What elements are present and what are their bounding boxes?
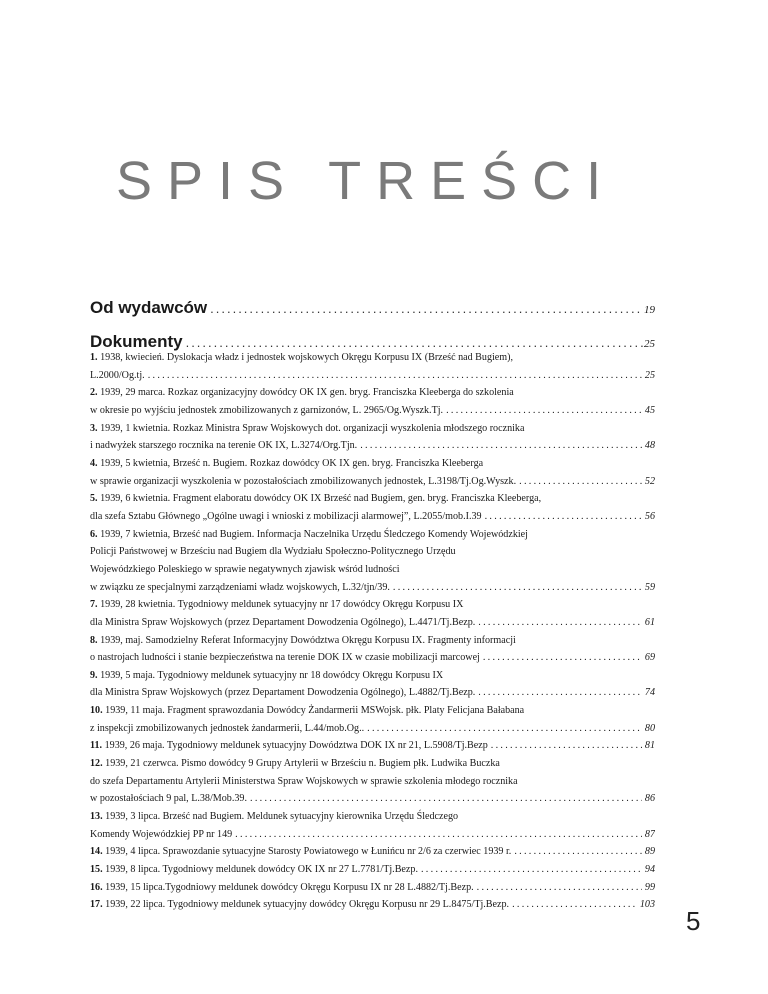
entry-text: i nadwyżek starszego rocznika na terenie OK IX, L.3274/Org.Tjn. (90, 440, 358, 452)
section-label: Dokumenty (90, 332, 183, 351)
toc-entry[interactable] (90, 808, 655, 843)
dot-leader (485, 508, 642, 526)
entry-number: 6. (90, 528, 98, 540)
entry-text: w pozostałościach 9 pal, L.38/Mob.39. (90, 793, 247, 805)
section-page: 19 (644, 304, 655, 316)
entry-text: 1939, 5 maja. Tygodniowy meldunek sytuacyjny nr 18 dowódcy Okręgu Korpusu IX (100, 669, 444, 681)
entry-number: 1. (90, 352, 98, 363)
entry-text: 1939, 22 lipca. Tygodniowy meldunek sytuacyjny dowódcy Okręgu Korpusu nr 29 L.8475/Tj.Bezp. (105, 899, 510, 911)
toc-entry[interactable] (90, 702, 655, 737)
entry-page: 99 (644, 881, 655, 893)
entry-number: 17. (90, 899, 103, 911)
entry-page: 81 (644, 740, 655, 752)
entry-text: Komendy Wojewódzkiej PP nr 149 (90, 828, 233, 840)
entry-text: 1939, 7 kwietnia, Brześć nad Bugiem. Informacja Naczelnika Urzędu Śledczego Komendy Wojewódzkiej (100, 528, 528, 540)
entry-page: 103 (639, 899, 655, 911)
toc-entry[interactable] (90, 384, 655, 419)
toc-entry[interactable] (90, 755, 655, 808)
entry-text: 1938, kwiecień. Dyslokacja władz i jednostek wojskowych Okręgu Korpusu IX (Brześć nad Bugiem), (100, 352, 514, 363)
dot-leader (491, 737, 642, 755)
entry-text: o nastrojach ludności i stanie bezpieczeństwa na terenie DOK IX w czasie mobilizacji marcowej (90, 652, 480, 664)
entry-number: 10. (90, 705, 103, 717)
entry-page: 87 (644, 828, 655, 840)
dot-leader (512, 896, 637, 914)
entry-page: 25 (644, 369, 655, 381)
section-label: Od wydawców (90, 298, 208, 317)
entry-text: w okresie po wyjściu jednostek zmobilizowanych z garnizonów, L. 2965/Og.Wyszk.Tj. (90, 404, 444, 416)
toc-section-od-wydawcow[interactable] (90, 298, 655, 318)
toc-entry[interactable] (90, 843, 655, 861)
dot-leader (483, 649, 642, 667)
entry-number: 12. (90, 758, 103, 770)
toc-entry[interactable] (90, 879, 655, 897)
entry-text: 1939, 29 marca. Rozkaz organizacyjny dowódcy OK IX gen. bryg. Franciszka Kleeberga do szkolenia (100, 387, 514, 399)
entry-page: 86 (644, 793, 655, 805)
entry-number: 11. (90, 740, 103, 752)
toc-entry[interactable] (90, 490, 655, 525)
entry-page: 61 (644, 616, 655, 628)
entry-text: 1939, 28 kwietnia. Tygodniowy meldunek sytuacyjny nr 17 dowódcy Okręgu Korpusu IX (100, 599, 464, 611)
entry-text: 1939, 21 czerwca. Pismo dowódcy 9 Grupy Artylerii w Brześciu n. Bugiem płk. Ludwika Buczka (105, 758, 500, 770)
dot-leader (478, 614, 642, 632)
entry-text: z inspekcji zmobilizowanych jednostek żandarmerii, L.44/mob.Og.. (90, 722, 365, 734)
entry-text: w związku ze specjalnymi zarządzeniami władz wojskowych, L.32/tjn/39. (90, 581, 390, 593)
entry-page: 74 (644, 687, 655, 699)
dot-leader (360, 437, 642, 455)
dot-leader (250, 790, 642, 808)
dot-leader (421, 861, 642, 879)
toc-entry[interactable] (90, 896, 655, 914)
entry-text: 1939, maj. Samodzielny Referat Informacyjny Dowództwa Okręgu Korpusu IX. Fragmenty informacji (100, 634, 516, 646)
entry-number: 16. (90, 881, 103, 893)
entry-number: 8. (90, 634, 98, 646)
entry-page: 45 (644, 404, 655, 416)
dot-leader (148, 367, 642, 385)
entry-text: 1939, 4 lipca. Sprawozdanie sytuacyjne Starosty Powiatowego w Łunińcu nr 2/6 za czerwiec 1939 r. (105, 846, 512, 858)
entry-text: Policji Państwowej w Brześciu nad Bugiem dla Wydziału Społeczno-Politycznego Urzędu (90, 546, 456, 558)
toc-entries (90, 349, 655, 914)
entry-page: 80 (644, 722, 655, 734)
entry-text: 1939, 11 maja. Fragment sprawozdania Dowódcy Żandarmerii MSWojsk. płk. Platy Felicjana Bałabana (105, 705, 525, 717)
entry-text: dla szefa Sztabu Głównego „Ogólne uwagi i wnioski z mobilizacji alarmowej”, L.2055/mob.I.39 (90, 510, 482, 522)
toc-entry[interactable] (90, 861, 655, 879)
dot-leader (235, 826, 642, 844)
entry-number: 13. (90, 811, 103, 823)
entry-page: 56 (644, 510, 655, 522)
entry-number: 2. (90, 387, 98, 399)
section-page: 25 (644, 338, 655, 350)
entry-number: 9. (90, 669, 98, 681)
dot-leader (478, 684, 642, 702)
dot-leader (393, 579, 642, 597)
entry-page: 94 (644, 864, 655, 876)
dot-leader (367, 720, 642, 738)
entry-text: Wojewódzkiego Poleskiego w sprawie negatywnych zjawisk wśród ludności (90, 563, 400, 575)
entry-number: 7. (90, 599, 98, 611)
dot-leader (519, 473, 642, 491)
entry-page: 69 (644, 652, 655, 664)
entry-page: 52 (644, 475, 655, 487)
page-title: SPIS TREŚCI (116, 151, 617, 211)
entry-number: 15. (90, 864, 103, 876)
entry-text: 1939, 3 lipca. Brześć nad Bugiem. Meldunek sytuacyjny kierownika Urzędu Śledczego (105, 811, 459, 823)
dot-leader (210, 301, 643, 316)
entry-text: dla Ministra Spraw Wojskowych (przez Departament Dowodzenia Ogólnego), L.4882/Tj.Bezp. (90, 687, 476, 699)
toc-entry[interactable] (90, 632, 655, 667)
entry-number: 14. (90, 846, 103, 858)
entry-text: 1939, 6 kwietnia. Fragment elaboratu dowódcy OK IX Brześć nad Bugiem, gen. bryg. Franciszka Kleeberga, (100, 493, 542, 505)
dot-leader (446, 402, 642, 420)
dot-leader (477, 879, 642, 897)
toc-entry[interactable] (90, 455, 655, 490)
entry-text: 1939, 15 lipca.Tygodniowy meldunek dowódcy Okręgu Korpusu IX nr 28 L.4882/Tj.Bezp. (105, 881, 474, 893)
entry-text: L.2000/Og.tj. (90, 369, 145, 381)
page-number: 5 (686, 906, 701, 936)
toc-entry[interactable] (90, 420, 655, 455)
entry-page: 59 (644, 581, 655, 593)
entry-text: dla Ministra Spraw Wojskowych (przez Departament Dowodzenia Ogólnego), L.4471/Tj.Bezp. (90, 616, 476, 628)
toc-entry[interactable] (90, 526, 655, 597)
toc-entry[interactable] (90, 349, 655, 384)
entry-page: 48 (644, 440, 655, 452)
entry-text: w sprawie organizacji wyszkolenia w pozostałościach zmobilizowanych jednostek, L.3198/Tj.Og.Wyszk. (90, 475, 517, 487)
entry-number: 4. (90, 457, 98, 469)
dot-leader (186, 335, 643, 350)
toc-entry[interactable] (90, 667, 655, 702)
entry-page: 89 (644, 846, 655, 858)
dot-leader (514, 843, 642, 861)
entry-text: 1939, 26 maja. Tygodniowy meldunek sytuacyjny Dowództwa DOK IX nr 21, L.5908/Tj.Bezp (104, 740, 488, 752)
entry-text: 1939, 8 lipca. Tygodniowy meldunek dowódcy OK IX nr 27 L.7781/Tj.Bezp. (105, 864, 418, 876)
entry-number: 3. (90, 422, 98, 434)
toc-entry[interactable] (90, 596, 655, 631)
entry-text: 1939, 1 kwietnia. Rozkaz Ministra Spraw Wojskowych dot. organizacji wyszkolenia młodszego rocznika (100, 422, 525, 434)
toc-entry[interactable] (90, 737, 655, 755)
entry-number: 5. (90, 493, 98, 505)
entry-text: 1939, 5 kwietnia, Brześć n. Bugiem. Rozkaz dowódcy OK IX gen. bryg. Franciszka Kleeberga (100, 457, 484, 469)
entry-text: do szefa Departamentu Artylerii Ministerstwa Spraw Wojskowych w sprawie szkolenia młodego rocznika (90, 775, 518, 787)
